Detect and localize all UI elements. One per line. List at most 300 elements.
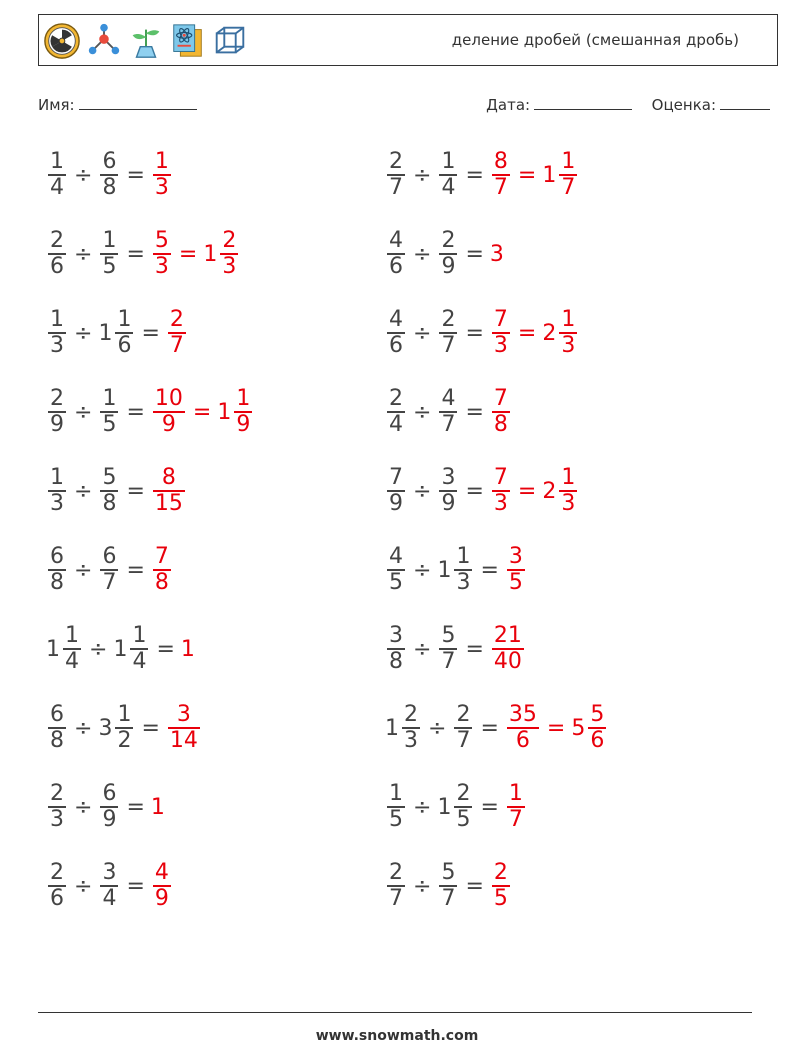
fraction bbox=[168, 308, 186, 358]
denominator: 8 bbox=[50, 570, 64, 595]
numerator: 5 bbox=[441, 860, 456, 885]
equals-sign: = bbox=[480, 794, 499, 820]
numerator: 4 bbox=[389, 544, 403, 569]
fraction bbox=[387, 861, 405, 911]
operand bbox=[46, 703, 68, 753]
operand bbox=[385, 545, 407, 595]
operand bbox=[437, 387, 459, 437]
answer-value bbox=[166, 703, 202, 753]
answer-value bbox=[151, 229, 173, 279]
numerator: 7 bbox=[154, 544, 169, 569]
fraction bbox=[234, 387, 252, 437]
problem-17 bbox=[46, 772, 166, 842]
numerator: 2 bbox=[50, 228, 64, 253]
denominator: 9 bbox=[161, 412, 176, 437]
equals-sign: = bbox=[141, 715, 160, 741]
numerator: 8 bbox=[493, 149, 508, 174]
whole-part: 1 bbox=[385, 715, 399, 741]
denominator: 7 bbox=[441, 412, 456, 437]
date-grade-fields bbox=[486, 96, 770, 114]
fraction bbox=[559, 150, 577, 200]
operand bbox=[98, 782, 120, 832]
denominator: 3 bbox=[50, 491, 64, 516]
numerator: 2 bbox=[50, 386, 64, 411]
date-blank[interactable] bbox=[534, 108, 632, 110]
denominator: 3 bbox=[154, 254, 169, 279]
denominator: 5 bbox=[456, 807, 471, 832]
numerator: 7 bbox=[389, 465, 403, 490]
problem-9 bbox=[46, 456, 187, 526]
denominator: 6 bbox=[590, 728, 605, 753]
numerator: 1 bbox=[65, 623, 79, 648]
divide-sign: ÷ bbox=[74, 241, 93, 267]
numerator: 1 bbox=[441, 149, 456, 174]
numerator: 3 bbox=[389, 623, 403, 648]
denominator: 15 bbox=[154, 491, 183, 516]
answer-value bbox=[181, 637, 196, 662]
grade-blank[interactable] bbox=[720, 108, 770, 110]
fraction bbox=[492, 150, 510, 200]
divide-sign: ÷ bbox=[413, 320, 432, 346]
fraction bbox=[115, 703, 133, 753]
equals-sign: = bbox=[480, 715, 499, 741]
fraction bbox=[492, 387, 510, 437]
denominator: 3 bbox=[493, 333, 508, 358]
operand bbox=[437, 150, 459, 200]
denominator: 7 bbox=[508, 807, 523, 832]
numerator: 2 bbox=[389, 149, 403, 174]
numerator: 2 bbox=[222, 228, 237, 253]
numerator: 21 bbox=[493, 623, 522, 648]
numerator: 1 bbox=[50, 149, 64, 174]
equals-sign: = bbox=[465, 162, 484, 188]
problem-1 bbox=[46, 140, 173, 210]
numerator: 8 bbox=[161, 465, 176, 490]
fraction bbox=[387, 387, 405, 437]
numerator: 1 bbox=[154, 149, 169, 174]
problem-3 bbox=[46, 219, 240, 289]
name-blank[interactable] bbox=[79, 108, 197, 110]
numerator: 7 bbox=[493, 465, 508, 490]
numerator: 2 bbox=[50, 781, 64, 806]
whole-part: 1 bbox=[98, 320, 113, 346]
equals-sign: = bbox=[126, 557, 145, 583]
whole-part: 2 bbox=[542, 320, 557, 346]
divide-sign: ÷ bbox=[74, 715, 93, 741]
whole-part: 1 bbox=[180, 636, 195, 662]
fraction bbox=[48, 545, 66, 595]
equals-sign: = bbox=[126, 478, 145, 504]
denominator: 6 bbox=[389, 254, 403, 279]
whole-part: 3 bbox=[489, 241, 504, 267]
numerator: 1 bbox=[561, 465, 576, 490]
fraction bbox=[492, 861, 510, 911]
divide-sign: ÷ bbox=[74, 794, 93, 820]
equals-sign: = bbox=[465, 399, 484, 425]
equals-sign: = bbox=[517, 478, 537, 504]
fraction bbox=[100, 861, 118, 911]
divide-sign: ÷ bbox=[74, 478, 93, 504]
whole-part: 1 bbox=[542, 162, 557, 188]
denominator: 7 bbox=[561, 175, 576, 200]
header-box bbox=[38, 14, 778, 66]
fraction bbox=[439, 150, 457, 200]
whole-part: 1 bbox=[217, 399, 232, 425]
name-field bbox=[38, 96, 197, 114]
equals-sign: = bbox=[465, 636, 484, 662]
denominator: 7 bbox=[456, 728, 471, 753]
whole-part: 1 bbox=[437, 794, 452, 820]
numerator: 2 bbox=[404, 702, 418, 727]
numerator: 2 bbox=[441, 307, 456, 332]
equals-sign: = bbox=[517, 162, 537, 188]
numerator: 1 bbox=[236, 386, 251, 411]
numerator: 5 bbox=[441, 623, 456, 648]
whole-part: 1 bbox=[150, 794, 165, 820]
footer-site: www.snowmath.com bbox=[315, 1028, 479, 1044]
divide-sign: ÷ bbox=[89, 636, 108, 662]
whole-part: 1 bbox=[113, 636, 128, 662]
divide-sign: ÷ bbox=[413, 241, 432, 267]
fraction bbox=[439, 624, 457, 674]
operand bbox=[385, 466, 407, 516]
numerator: 2 bbox=[389, 860, 403, 885]
answer-value bbox=[490, 308, 512, 358]
fraction bbox=[588, 703, 606, 753]
problem-5 bbox=[46, 298, 188, 368]
numerator: 4 bbox=[389, 307, 403, 332]
fraction bbox=[153, 229, 171, 279]
grade-label: Оценка: bbox=[651, 96, 716, 114]
fraction bbox=[48, 466, 66, 516]
denominator: 3 bbox=[50, 333, 64, 358]
equals-sign: = bbox=[126, 794, 145, 820]
numerator: 35 bbox=[508, 702, 537, 727]
fraction bbox=[130, 624, 148, 674]
answer-value bbox=[217, 387, 254, 437]
fraction bbox=[100, 229, 118, 279]
divide-sign: ÷ bbox=[74, 399, 93, 425]
numerator: 1 bbox=[132, 623, 147, 648]
denominator: 5 bbox=[389, 807, 403, 832]
fraction bbox=[439, 229, 457, 279]
denominator: 5 bbox=[508, 570, 523, 595]
denominator: 7 bbox=[441, 649, 456, 674]
fraction bbox=[168, 703, 200, 753]
answer-value bbox=[505, 782, 527, 832]
denominator: 3 bbox=[50, 807, 64, 832]
divide-sign: ÷ bbox=[413, 478, 432, 504]
icon-strip bbox=[43, 21, 249, 61]
numerator: 1 bbox=[561, 149, 576, 174]
fraction bbox=[153, 466, 185, 516]
divide-sign: ÷ bbox=[413, 794, 432, 820]
denominator: 5 bbox=[102, 412, 117, 437]
equals-sign: = bbox=[480, 557, 499, 583]
denominator: 8 bbox=[50, 728, 64, 753]
numerator: 5 bbox=[154, 228, 169, 253]
numerator: 1 bbox=[508, 781, 523, 806]
fraction bbox=[153, 387, 185, 437]
divide-sign: ÷ bbox=[413, 873, 432, 899]
problem-16 bbox=[385, 693, 608, 763]
fraction bbox=[387, 466, 405, 516]
answer-value bbox=[490, 242, 505, 267]
equals-sign: = bbox=[178, 241, 198, 267]
denominator: 4 bbox=[102, 886, 117, 911]
problem-8 bbox=[385, 377, 512, 447]
footer-divider bbox=[38, 1012, 752, 1013]
numerator: 1 bbox=[50, 465, 64, 490]
fraction bbox=[507, 782, 525, 832]
denominator: 6 bbox=[50, 886, 64, 911]
fraction bbox=[115, 308, 133, 358]
answer-value bbox=[151, 861, 173, 911]
fraction bbox=[492, 308, 510, 358]
denominator: 8 bbox=[493, 412, 508, 437]
equals-sign: = bbox=[126, 873, 145, 899]
denominator: 9 bbox=[154, 886, 169, 911]
operand bbox=[98, 308, 135, 358]
answer-value bbox=[490, 150, 512, 200]
denominator: 5 bbox=[389, 570, 403, 595]
fraction bbox=[100, 387, 118, 437]
operand bbox=[98, 545, 120, 595]
operand bbox=[385, 229, 407, 279]
molecule-icon bbox=[85, 21, 123, 61]
denominator: 3 bbox=[154, 175, 169, 200]
answer-value bbox=[490, 387, 512, 437]
denominator: 4 bbox=[65, 649, 79, 674]
answer-value bbox=[571, 703, 608, 753]
numerator: 1 bbox=[50, 307, 64, 332]
operand bbox=[46, 861, 68, 911]
divide-sign: ÷ bbox=[413, 636, 432, 662]
answer-value bbox=[542, 466, 579, 516]
fraction bbox=[48, 229, 66, 279]
fraction bbox=[63, 624, 81, 674]
equals-sign: = bbox=[192, 399, 212, 425]
numerator: 1 bbox=[117, 702, 132, 727]
operand bbox=[385, 861, 407, 911]
equals-sign: = bbox=[546, 715, 566, 741]
operand bbox=[98, 150, 120, 200]
plant-flask-icon bbox=[127, 21, 165, 61]
answer-value bbox=[166, 308, 188, 358]
divide-sign: ÷ bbox=[428, 715, 447, 741]
denominator: 3 bbox=[456, 570, 471, 595]
answer-value bbox=[203, 229, 240, 279]
denominator: 4 bbox=[132, 649, 147, 674]
fraction bbox=[48, 308, 66, 358]
denominator: 7 bbox=[389, 886, 403, 911]
equals-sign: = bbox=[126, 399, 145, 425]
problem-7 bbox=[46, 377, 254, 447]
equals-sign: = bbox=[517, 320, 537, 346]
numerator: 1 bbox=[102, 228, 117, 253]
operand bbox=[385, 624, 407, 674]
problem-15 bbox=[46, 693, 202, 763]
whole-part: 3 bbox=[98, 715, 113, 741]
denominator: 3 bbox=[222, 254, 237, 279]
operand bbox=[437, 782, 474, 832]
fraction bbox=[507, 545, 525, 595]
equals-sign: = bbox=[465, 320, 484, 346]
atom-book-icon bbox=[169, 21, 207, 61]
numerator: 2 bbox=[493, 860, 508, 885]
whole-part: 2 bbox=[542, 478, 557, 504]
problem-12 bbox=[385, 535, 527, 605]
fraction bbox=[100, 782, 118, 832]
answer-value bbox=[151, 466, 187, 516]
whole-part: 1 bbox=[46, 636, 60, 662]
problem-10 bbox=[385, 456, 579, 526]
name-label: Имя: bbox=[38, 96, 75, 114]
denominator: 4 bbox=[50, 175, 64, 200]
denominator: 4 bbox=[389, 412, 403, 437]
whole-part: 1 bbox=[437, 557, 452, 583]
denominator: 9 bbox=[441, 254, 456, 279]
numerator: 4 bbox=[389, 228, 403, 253]
problem-11 bbox=[46, 535, 173, 605]
denominator: 5 bbox=[493, 886, 508, 911]
denominator: 9 bbox=[236, 412, 251, 437]
operand bbox=[46, 466, 68, 516]
divide-sign: ÷ bbox=[413, 399, 432, 425]
denominator: 7 bbox=[441, 886, 456, 911]
numerator: 2 bbox=[389, 386, 403, 411]
numerator: 1 bbox=[456, 544, 471, 569]
operand bbox=[452, 703, 474, 753]
operand bbox=[46, 150, 68, 200]
operand bbox=[437, 466, 459, 516]
worksheet-title: деление дробей (смешанная дробь) bbox=[451, 31, 739, 49]
numerator: 2 bbox=[50, 860, 64, 885]
fraction bbox=[100, 150, 118, 200]
numerator: 6 bbox=[102, 149, 117, 174]
operand bbox=[46, 624, 83, 674]
numerator: 6 bbox=[50, 544, 64, 569]
numerator: 5 bbox=[102, 465, 117, 490]
fraction bbox=[48, 387, 66, 437]
operand bbox=[385, 308, 407, 358]
operand bbox=[98, 861, 120, 911]
fraction bbox=[439, 861, 457, 911]
divide-sign: ÷ bbox=[413, 162, 432, 188]
equals-sign: = bbox=[141, 320, 160, 346]
operand bbox=[98, 229, 120, 279]
denominator: 4 bbox=[441, 175, 456, 200]
fraction bbox=[454, 545, 472, 595]
problem-4 bbox=[385, 219, 505, 289]
numerator: 1 bbox=[389, 781, 403, 806]
operand bbox=[98, 387, 120, 437]
denominator: 6 bbox=[117, 333, 132, 358]
fraction bbox=[153, 150, 171, 200]
operand bbox=[46, 782, 68, 832]
fraction bbox=[48, 150, 66, 200]
fraction bbox=[492, 624, 524, 674]
operand bbox=[437, 229, 459, 279]
numerator: 4 bbox=[441, 386, 456, 411]
divide-sign: ÷ bbox=[74, 557, 93, 583]
answer-value bbox=[505, 703, 541, 753]
operand bbox=[437, 308, 459, 358]
operand bbox=[385, 782, 407, 832]
numerator: 3 bbox=[176, 702, 191, 727]
fraction bbox=[100, 545, 118, 595]
denominator: 2 bbox=[117, 728, 132, 753]
fraction bbox=[439, 308, 457, 358]
answer-value bbox=[542, 308, 579, 358]
denominator: 3 bbox=[404, 728, 418, 753]
numerator: 3 bbox=[441, 465, 456, 490]
equals-sign: = bbox=[126, 241, 145, 267]
denominator: 7 bbox=[441, 333, 456, 358]
denominator: 9 bbox=[389, 491, 403, 516]
numerator: 2 bbox=[456, 702, 471, 727]
numerator: 1 bbox=[102, 386, 117, 411]
denominator: 6 bbox=[50, 254, 64, 279]
operand bbox=[98, 703, 135, 753]
operand bbox=[98, 466, 120, 516]
answer-value bbox=[490, 466, 512, 516]
numerator: 1 bbox=[561, 307, 576, 332]
fraction bbox=[439, 466, 457, 516]
answer-value bbox=[542, 150, 579, 200]
numerator: 1 bbox=[117, 307, 132, 332]
denominator: 3 bbox=[561, 333, 576, 358]
cube-icon bbox=[211, 21, 249, 61]
numerator: 6 bbox=[102, 781, 117, 806]
problem-14 bbox=[385, 614, 526, 684]
problem-18 bbox=[385, 772, 527, 842]
answer-value bbox=[490, 861, 512, 911]
fraction bbox=[387, 229, 405, 279]
equals-sign: = bbox=[465, 873, 484, 899]
divide-sign: ÷ bbox=[74, 320, 93, 346]
operand bbox=[437, 624, 459, 674]
fraction bbox=[100, 466, 118, 516]
fraction bbox=[153, 861, 171, 911]
fraction bbox=[387, 150, 405, 200]
denominator: 8 bbox=[102, 175, 117, 200]
equals-sign: = bbox=[465, 241, 484, 267]
divide-sign: ÷ bbox=[74, 873, 93, 899]
numerator: 3 bbox=[102, 860, 117, 885]
problem-20 bbox=[385, 851, 512, 921]
denominator: 6 bbox=[389, 333, 403, 358]
problem-6 bbox=[385, 298, 579, 368]
operand bbox=[385, 703, 422, 753]
fraction bbox=[48, 861, 66, 911]
operand bbox=[437, 861, 459, 911]
fraction bbox=[387, 624, 405, 674]
problem-2 bbox=[385, 140, 579, 210]
answer-value bbox=[505, 545, 527, 595]
operand bbox=[385, 387, 407, 437]
answer-value bbox=[490, 624, 526, 674]
numerator: 2 bbox=[441, 228, 456, 253]
numerator: 7 bbox=[493, 386, 508, 411]
denominator: 8 bbox=[389, 649, 403, 674]
numerator: 4 bbox=[154, 860, 169, 885]
numerator: 6 bbox=[50, 702, 64, 727]
denominator: 9 bbox=[102, 807, 117, 832]
denominator: 9 bbox=[441, 491, 456, 516]
operand bbox=[385, 150, 407, 200]
divide-sign: ÷ bbox=[413, 557, 432, 583]
